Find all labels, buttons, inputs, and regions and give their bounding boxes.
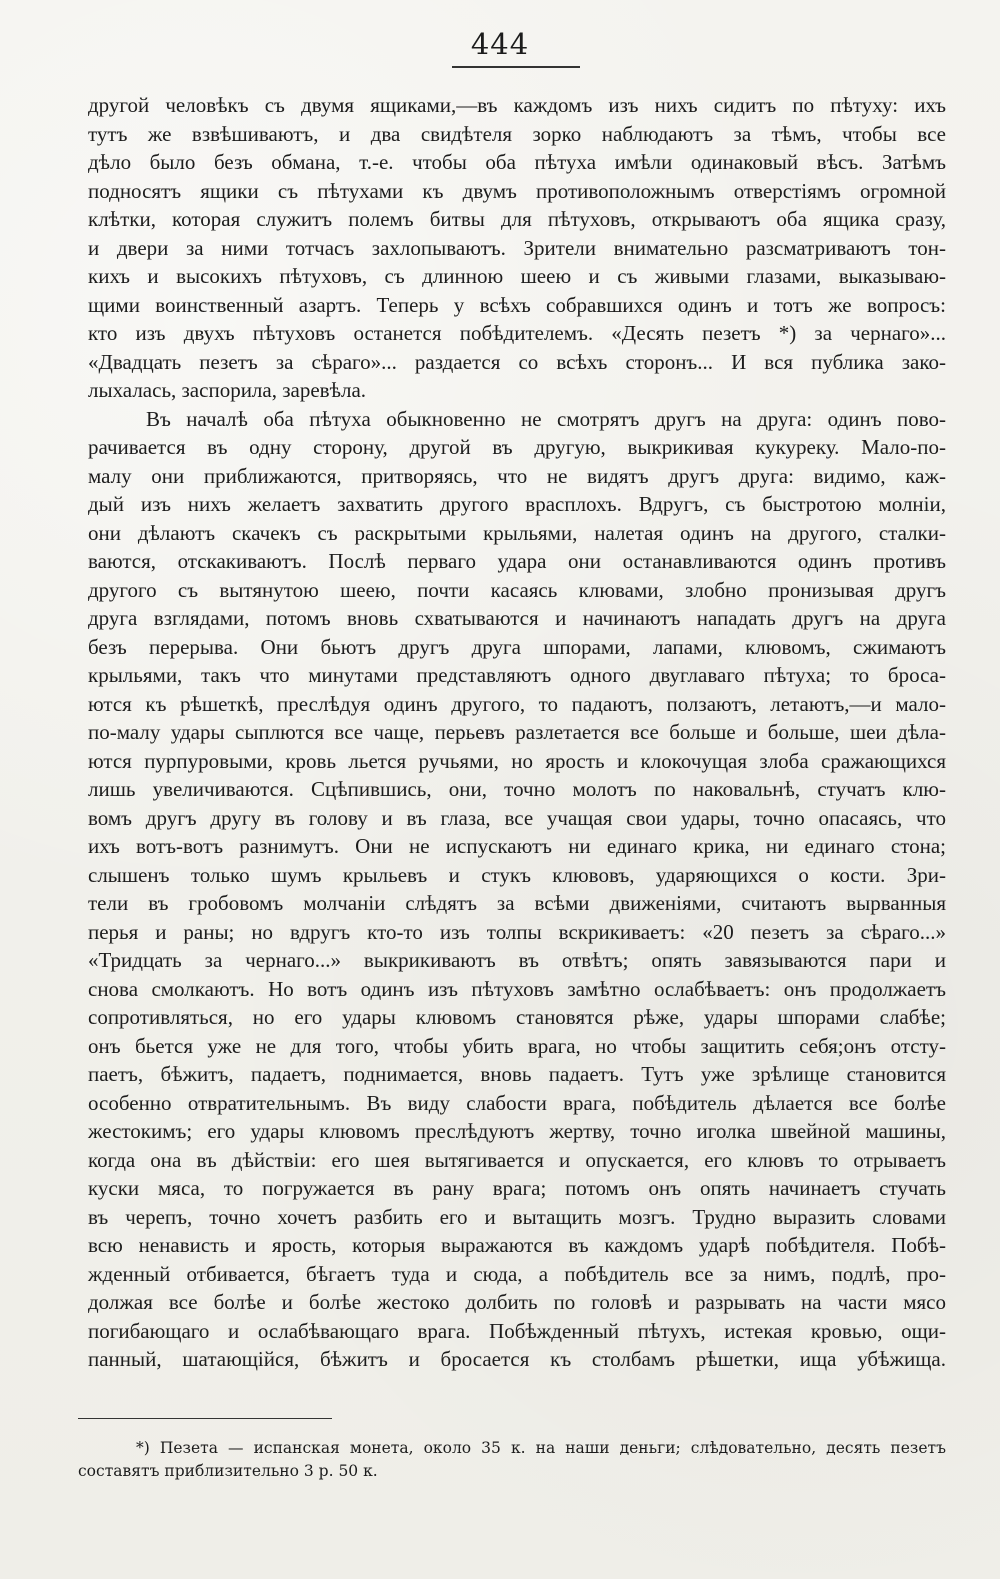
text-line: ются къ рѣшеткѣ, преслѣдуя одинъ другого, то падаютъ, ползаютъ, летаютъ,—и мало- — [88, 691, 946, 716]
text-line: кто изъ двухъ пѣтуховъ останется побѣдителемъ. «Десять пезетъ *) за чернаго»... — [88, 321, 946, 345]
text-line: когда она въ дѣйствіи: его шея вытягивается и опускается, его клювъ то отрываетъ — [88, 1147, 946, 1172]
text-line: онъ бьется уже не для того, чтобы убить врага, но чтобы защитить себя;онъ отсту- — [88, 1033, 946, 1058]
text-line: и двери за ними тотчасъ захлопываютъ. Зрители внимательно разсматриваютъ тон- — [88, 235, 946, 260]
text-line: лыхалась, заспорила, заревѣла. — [88, 378, 367, 402]
text-line: жденный отбивается, бѣгаетъ туда и сюда, а побѣдитель все за нимъ, подлѣ, про- — [88, 1261, 946, 1286]
text-line: вомъ другъ другу въ голову и въ глаза, все учащая свои удары, точно опасаясь, что — [88, 805, 946, 830]
text-line: дѣло было безъ обмана, т.-е. чтобы оба пѣтуха имѣли одинаковый вѣсъ. Затѣмъ — [88, 150, 946, 174]
text-line: Въ началѣ оба пѣтуха обыкновенно не смотрятъ другъ на друга: одинъ пово- — [146, 406, 946, 431]
footnote-line: *) Пезета — испанская монета, около 35 к. на наши деньги; слѣдовательно, десять пезетъ — [136, 1439, 946, 1457]
text-line: особенно отвратительнымъ. Въ виду слабости врага, побѣдитель дѣлается все болѣе — [88, 1090, 946, 1115]
text-line: другого съ вытянутою шеею, почти касаясь клювами, злобно пронизывая другъ — [88, 577, 946, 602]
text-line: кихъ и высокихъ пѣтуховъ, съ длинною шеею и съ живыми глазами, выказываю- — [88, 264, 946, 288]
text-line: друга взглядами, потомъ вновь схватываются и начинаютъ нападать другъ на друга — [88, 606, 946, 630]
text-line: ихъ вотъ-вотъ разнимутъ. Они не испускаютъ ни единаго крика, ни единаго стона; — [88, 834, 946, 858]
text-line: слышенъ только шумъ крыльевъ и стукъ клювовъ, ударяющихся о кости. Зри- — [88, 862, 946, 887]
text-line: снова смолкаютъ. Но вотъ одинъ изъ пѣтуховъ замѣтно ослабѣваетъ: онъ продолжаетъ — [88, 976, 946, 1001]
text-line: «Двадцать пезетъ за сѣраго»... раздается со всѣхъ сторонъ... И вся публика зако- — [88, 349, 946, 374]
text-line: всю ненависть и ярость, которыя выражаются въ каждомъ ударѣ побѣдителя. Побѣ- — [88, 1233, 946, 1257]
text-line: они дѣлаютъ скачекъ съ раскрытыми крыльями, налетая одинъ на другого, сталки- — [88, 520, 946, 545]
text-line: крыльями, такъ что минутами представляютъ одного двуглаваго пѣтуха; то броса- — [88, 663, 946, 687]
text-line: тутъ же взвѣшиваютъ, и два свидѣтеля зорко наблюдаютъ за тѣмъ, чтобы все — [88, 121, 946, 146]
text-line: другой человѣкъ съ двумя ящиками,—въ каждомъ изъ нихъ сидитъ по пѣтуху: ихъ — [88, 93, 946, 117]
text-line: по-малу удары сыплются все чаще, перьевъ разлетается все больше и больше, шеи дѣла- — [88, 720, 946, 744]
text-line: лишь увеличиваются. Сцѣпившись, они, точно молотъ по наковальнѣ, стучатъ клю- — [88, 777, 946, 801]
text-line: погибающаго и ослабѣвающаго врага. Побѣжденный пѣтухъ, истекая кровью, ощи- — [88, 1318, 946, 1343]
page-number-rule — [452, 66, 580, 68]
text-line: куски мяса, то погружается въ рану врага; потомъ онъ опять начинаетъ стучать — [88, 1176, 946, 1200]
text-line: въ черепъ, точно хочетъ разбить его и вытащить мозгъ. Трудно выразить словами — [88, 1204, 946, 1229]
text-line: безъ перерыва. Они бьютъ другъ друга шпорами, лапами, клювомъ, сжимаютъ — [88, 634, 946, 659]
text-line: перья и раны; но вдругъ кто-то изъ толпы вскрикиваетъ: «20 пезетъ за сѣраго...» — [88, 919, 946, 944]
page-number: 444 — [470, 27, 530, 61]
text-line: щими воинственный азартъ. Теперь у всѣхъ собравшихся одинъ и тотъ же вопросъ: — [88, 292, 946, 317]
text-line: должая все болѣе и болѣе жестоко долбить по головѣ и разрывать на части мясо — [88, 1290, 946, 1314]
main-text — [88, 91, 946, 1374]
text-line: малу они приближаются, притворяясь, что не видятъ другъ друга: видимо, каж- — [88, 463, 946, 488]
footnote — [78, 1437, 946, 1483]
text-line: рачивается въ одну сторону, другой въ другую, выкрикивая кукуреку. Мало-по- — [88, 435, 946, 459]
text-line: тели въ гробовомъ молчаніи слѣдятъ за всѣми движеніями, считаютъ вырванныя — [88, 891, 946, 915]
text-line: жестокимъ; его удары клювомъ преслѣдуютъ жертву, точно иголка швейной машины, — [88, 1119, 946, 1143]
footnote-rule — [78, 1418, 332, 1419]
text-line: клѣтки, которая служитъ полемъ битвы для пѣтуховъ, открываютъ оба ящика сразу, — [88, 207, 946, 231]
text-line: сопротивляться, но его удары клювомъ становятся рѣже, удары шпорами слабѣе; — [88, 1005, 946, 1029]
footnote-line: составятъ приблизительно 3 р. 50 к. — [78, 1462, 378, 1480]
text-line: «Тридцать за чернаго...» выкрикиваютъ въ отвѣтъ; опять завязываются пари и — [88, 948, 946, 972]
text-line: подносятъ ящики съ пѣтухами къ двумъ противоположнымъ отверстіямъ огромной — [88, 178, 946, 203]
text-line: паетъ, бѣжитъ, падаетъ, поднимается, вновь падаетъ. Тутъ уже зрѣлище становится — [88, 1062, 946, 1086]
text-line: ваются, отскакиваютъ. Послѣ перваго удара они останавливаются одинъ противъ — [88, 549, 946, 573]
text-line: дый изъ нихъ желаетъ захватить другого врасплохъ. Вдругъ, съ быстротою молніи, — [88, 492, 946, 516]
text-line: ются пурпуровыми, кровь льется ручьями, но ярость и клокочущая злоба сражающихся — [88, 748, 946, 773]
text-line: панный, шатающійся, бѣжитъ и бросается къ столбамъ рѣшетки, ища убѣжища. — [88, 1347, 946, 1371]
